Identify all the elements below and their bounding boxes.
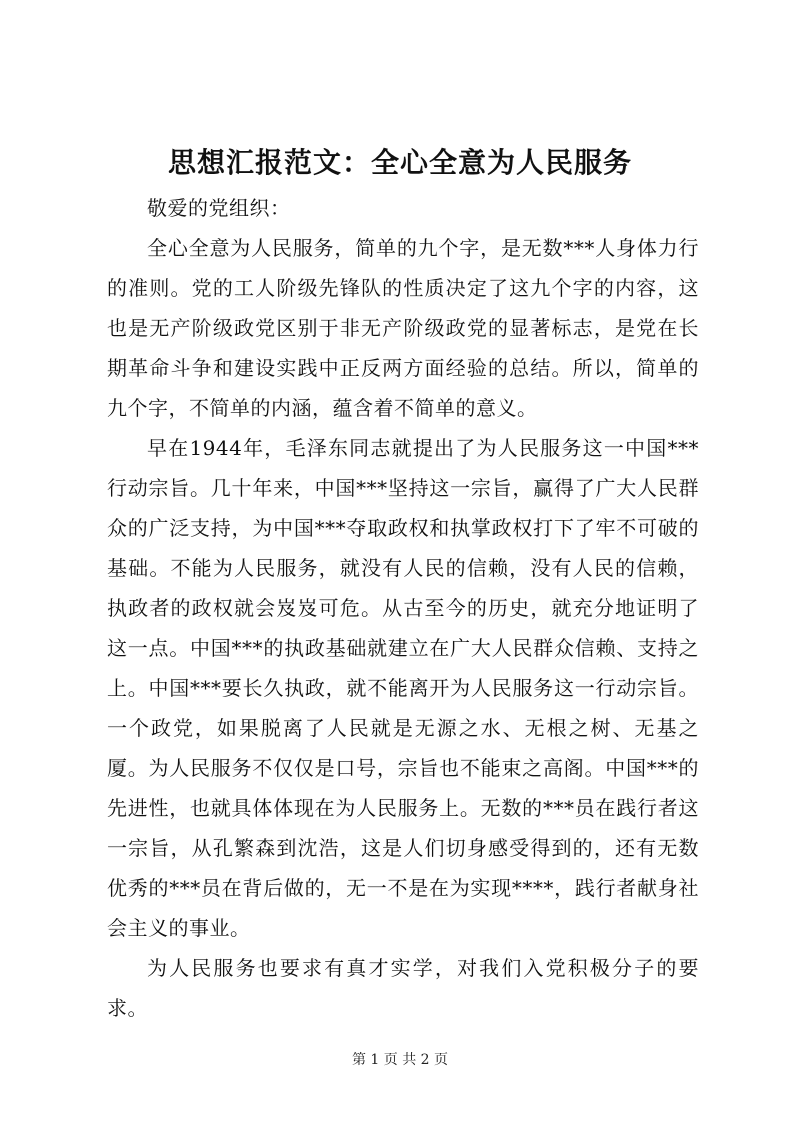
paragraph-2: 早在1944年，毛泽东同志就提出了为人民服务这一中国***行动宗旨。几十年来，中国***坚持这一宗旨，赢得了广大人民群众的广泛支持，为中国***夺取政权和执掌政权打下了牢不可破的基础。不能为人民服务，就没有人民的信赖，没有人民的信赖，执政者的政权就会岌岌可危。从古至今的历史，就充分地证明了这一点。中国***的执政基础就建立在广大人民群众信赖、支持之上。中国***要长久执政，就不能离开为人民服务这一行动宗旨。一个政党，如果脱离了人民就是无源之水、无根之树、无基之厦。为人民服务不仅仅是口号，宗旨也不能束之高阁。中国***的先进性，也就具体体现在为人民服务上。无数的***员在践行者这一宗旨，从孔繁森到沈浩，这是人们切身感受得到的，还有无数优秀的***员在背后做的，无一不是在为实现****，践行者献身社会主义的事业。 (107, 436, 699, 940)
document-body (107, 188, 699, 1028)
paragraph-1: 全心全意为人民服务，简单的九个字，是无数***人身体力行的准则。党的工人阶级先锋队的性质决定了这九个字的内容，这也是无产阶级政党区别于非无产阶级政党的显著标志，是党在长期革命斗争和建设实践中正反两方面经验的总结。所以，简单的九个字，不简单的内涵，蕴含着不简单的意义。 (107, 236, 699, 420)
paragraph-3: 为人民服务也要求有真才实学，对我们入党积极分子的要求。 (107, 956, 699, 1020)
page-footer: 第 1 页 共 2 页 (351, 1052, 449, 1068)
document-title: 思想汇报范文：全心全意为人民服务 (167, 146, 632, 179)
salutation: 敬爱的党组织： (147, 196, 291, 220)
